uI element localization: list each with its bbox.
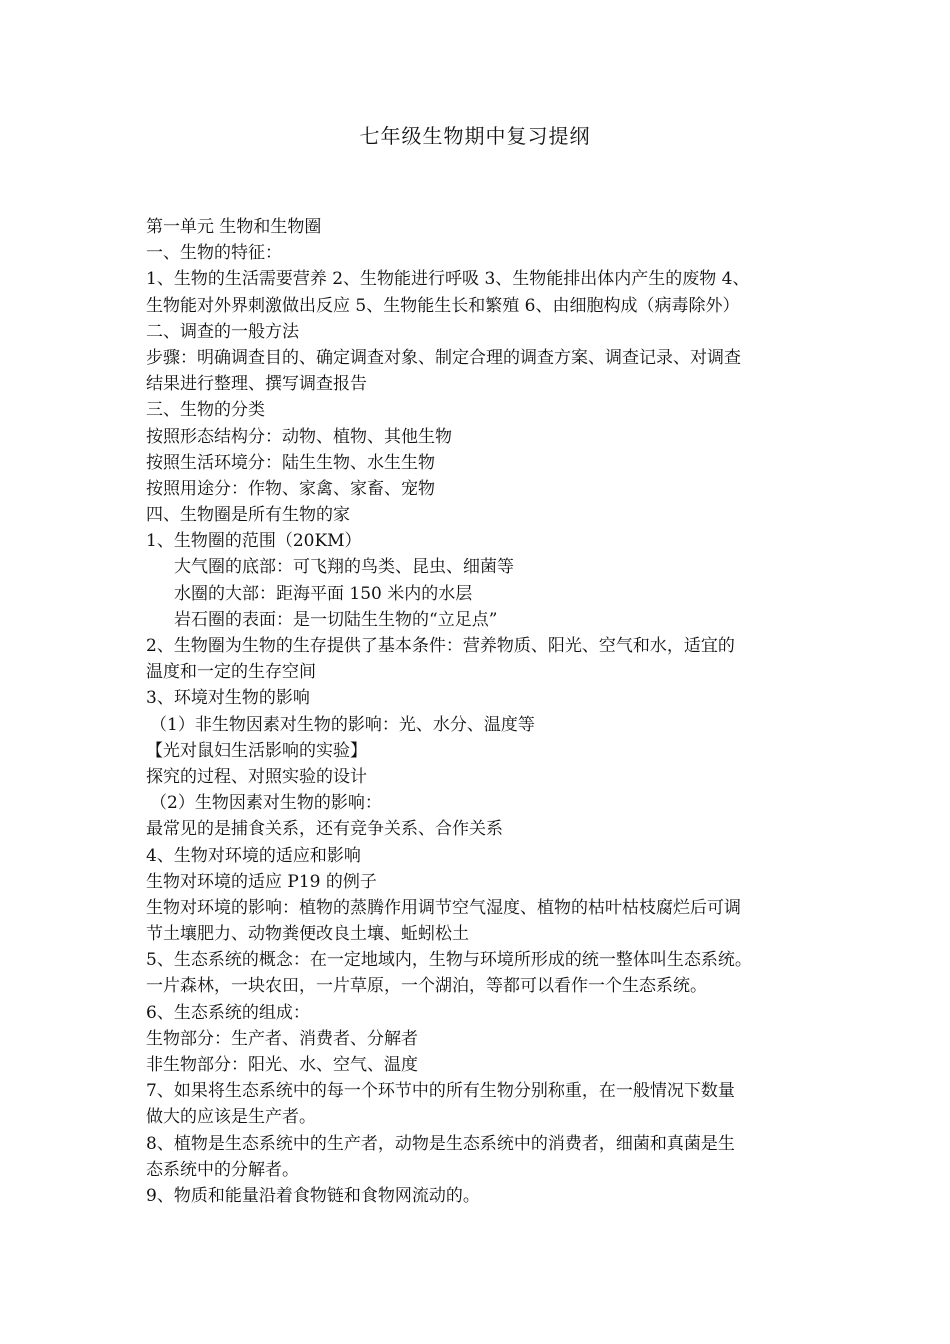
paragraph-line: 生物对环境的适应 P19 的例子 <box>146 871 377 892</box>
paragraph-line: 一片森林，一块农田，一片草原，一个湖泊，等都可以看作一个生态系统。 <box>146 976 707 997</box>
paragraph-line: 非生物部分：阳光、水、空气、温度 <box>146 1055 418 1075</box>
paragraph-line: （2）生物因素对生物的影响： <box>150 793 382 814</box>
paragraph-line: 3、环境对生物的影响 <box>146 688 310 709</box>
paragraph-line: 节土壤肥力、动物粪便改良土壤、蚯蚓松土 <box>146 924 469 945</box>
paragraph-line: 生物部分：生产者、消费者、分解者 <box>146 1028 418 1049</box>
section-heading-classification: 三、生物的分类 <box>146 400 265 421</box>
paragraph-line: 9、物质和能量沿着食物链和食物网流动的。 <box>146 1185 480 1206</box>
paragraph-line: 按照用途分：作物、家禽、家畜、宠物 <box>146 478 435 499</box>
paragraph-line: 2、生物圈为生物的生存提供了基本条件：营养物质、阳光、空气和水，适宜的 <box>146 636 735 656</box>
document-title: 七年级生物期中复习提纲 <box>359 124 591 148</box>
paragraph-line: 态系统中的分解者。 <box>146 1159 299 1180</box>
document-body <box>146 214 810 1209</box>
paragraph-line: 4、生物对环境的适应和影响 <box>146 845 361 866</box>
paragraph-line: 7、如果将生态系统中的每一个环节中的所有生物分别称重，在一般情况下数量 <box>146 1081 735 1102</box>
paragraph-line: 做大的应该是生产者。 <box>146 1107 316 1128</box>
unit-heading: 第一单元 生物和生物圈 <box>146 217 322 237</box>
paragraph-line: 最常见的是捕食关系，还有竞争关系、合作关系 <box>146 819 503 840</box>
experiment-heading: 【光对鼠妇生活影响的实验】 <box>146 740 367 761</box>
paragraph-line: 按照形态结构分：动物、植物、其他生物 <box>146 426 452 447</box>
indented-line: 水圈的大部：距海平面 150 米内的水层 <box>174 583 473 604</box>
paragraph-line: 6、生态系统的组成： <box>146 1002 310 1023</box>
section-heading-survey: 二、调查的一般方法 <box>146 321 299 342</box>
paragraph-line: 1、生物的生活需要营养 2、生物能进行呼吸 3、生物能排出体内产生的废物 4、 <box>146 269 750 290</box>
paragraph-line: 步骤：明确调查目的、确定调查对象、制定合理的调查方案、调查记录、对调查 <box>146 347 741 368</box>
paragraph-line: 5、生态系统的概念：在一定地域内，生物与环境所形成的统一整体叫生态系统。 <box>146 950 752 971</box>
indented-line: 大气圈的底部：可飞翔的鸟类、昆虫、细菌等 <box>174 557 514 578</box>
paragraph-line: 按照生活环境分：陆生生物、水生生物 <box>146 452 435 473</box>
paragraph-line: 8、植物是生态系统中的生产者，动物是生态系统中的消费者，细菌和真菌是生 <box>146 1133 735 1154</box>
paragraph-line: 生物对环境的影响：植物的蒸腾作用调节空气湿度、植物的枯叶枯枝腐烂后可调 <box>146 897 741 918</box>
paragraph-line: 1、生物圈的范围（20KM） <box>146 531 362 552</box>
paragraph-line: 探究的过程、对照实验的设计 <box>146 766 367 787</box>
indented-line: 岩石圈的表面：是一切陆生生物的“立足点” <box>174 609 498 630</box>
paragraph-line: 结果进行整理、撰写调查报告 <box>146 374 367 395</box>
paragraph-line: 生物能对外界刺激做出反应 5、生物能生长和繁殖 6、由细胞构成（病毒除外） <box>146 295 740 316</box>
paragraph-line: 温度和一定的生存空间 <box>146 662 316 683</box>
paragraph-line: （1）非生物因素对生物的影响：光、水分、温度等 <box>150 714 535 735</box>
section-heading-characteristics: 一、生物的特征： <box>146 243 282 264</box>
section-heading-biosphere: 四、生物圈是所有生物的家 <box>146 505 350 526</box>
